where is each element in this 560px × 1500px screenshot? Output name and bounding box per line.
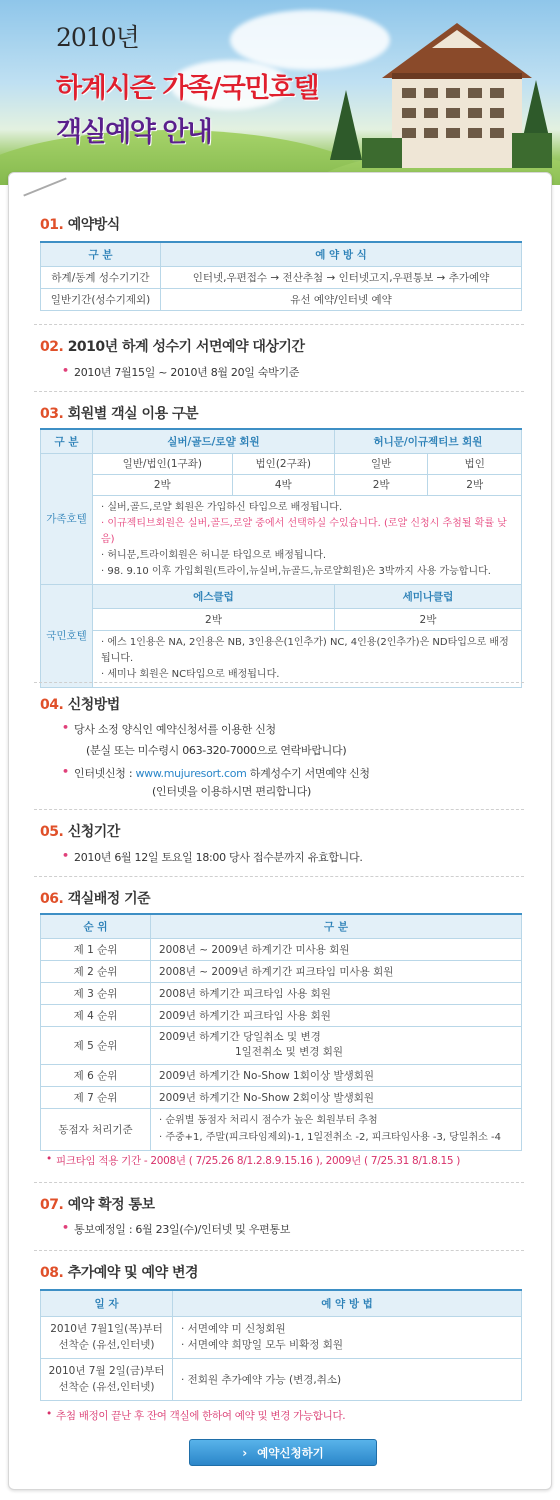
additional-reservation-table — [40, 1289, 522, 1401]
table-row — [41, 1108, 522, 1150]
note-line: · 허니문,트라이회원은 허니문 타입으로 배정됩니다. — [101, 549, 327, 561]
family-hotel-label: 가족호텔 — [41, 453, 93, 584]
table-header: 순 위 — [41, 914, 151, 938]
table-cell: 일반/법인(1구좌) — [93, 453, 233, 474]
note-line: · 세미나 회원은 NC타입으로 배정됩니다. — [101, 668, 280, 680]
cell-line: · 서면예약 희망일 모두 비확정 회원 — [181, 1339, 344, 1351]
national-hotel-label: 국민호텔 — [41, 584, 93, 687]
table-cell: 인터넷,우편접수 → 전산추첨 → 인터넷고지,우편통보 → 추가예약 — [161, 266, 522, 288]
reservation-apply-button[interactable] — [189, 1439, 377, 1466]
table-cell — [151, 1108, 522, 1150]
table-cell: 제 7 순위 — [41, 1086, 151, 1108]
table-cell — [151, 1026, 522, 1064]
peak-time-period-note: • 피크타임 적용 기간 - 2008년 ( 7/25.26 8/1.2.8.9.15.16 ), 2009년 ( 7/25.31 8/1.8.15 ) — [56, 1153, 460, 1168]
table-row — [41, 1064, 522, 1086]
table-header: 허니문/이규젝티브 회원 — [334, 429, 521, 453]
chevron-right-icon: › — [242, 1445, 248, 1460]
table-header: 예 약 방 법 — [173, 1290, 522, 1316]
note-line: · 이규젝티브회원은 실버,골드,로얄 중에서 선택하실 수있습니다. (로얄 신청시 추첨될 확률 낮음) — [101, 517, 507, 545]
section-number: 06. — [40, 891, 64, 907]
table-row — [41, 982, 522, 1004]
section-title-application-period — [40, 821, 120, 841]
table-cell: 일반기간(성수기제외) — [41, 288, 161, 310]
table-cell: 2008년 하계기간 피크타임 사용 회원 — [151, 982, 522, 1004]
section-label: 추가예약 및 예약 변경 — [67, 1265, 199, 1281]
application-period-text: • 2010년 6월 12일 토요일 18:00 당사 접수분까지 유효합니다. — [74, 849, 363, 865]
section-number: 02. — [40, 339, 64, 355]
family-hotel-notes — [93, 495, 522, 584]
internet-apply-note: (인터넷을 이용하시면 편리합니다) — [152, 785, 311, 798]
table-header: 실버/골드/로얄 회원 — [93, 429, 335, 453]
divider — [34, 1182, 524, 1183]
table-cell: 제 5 순위 — [41, 1026, 151, 1064]
national-hotel-notes — [93, 630, 522, 687]
cell-line: · 주중+1, 주말(피크타임제외)-1, 1일전취소 -2, 피크타임사용 -3, 당일취소 -4 — [159, 1132, 501, 1143]
internet-apply-text — [74, 765, 370, 781]
section-title-additional-reservation — [40, 1262, 198, 1282]
table-header: 에스클럽 — [93, 584, 335, 608]
table-header: 구 분 — [151, 914, 522, 938]
header-banner — [0, 0, 560, 185]
table-header: 구 분 — [41, 242, 161, 266]
note-line: · 에스 1인용은 NA, 2인용은 NB, 3인용은(1인추가) NC, 4인용(2인추가)은 ND타입으로 배정됩니다. — [101, 636, 509, 664]
section-number: 07. — [40, 1197, 64, 1213]
table-cell: 제 1 순위 — [41, 938, 151, 960]
section-label: 예약방식 — [67, 217, 120, 233]
website-link[interactable]: www.mujuresort.com — [135, 767, 247, 780]
table-cell: 2009년 하계기간 피크타임 사용 회원 — [151, 1004, 522, 1026]
table-cell: 2009년 하계기간 No-Show 1회이상 발생회원 — [151, 1064, 522, 1086]
additional-reservation-note: • 추첨 배정이 끝난 후 잔여 객실에 한하여 예약 및 변경 가능합니다. — [56, 1408, 345, 1423]
table-header: 세미나클럽 — [334, 584, 521, 608]
member-room-usage-table — [40, 428, 522, 688]
table-header: 예 약 방 식 — [161, 242, 522, 266]
divider — [34, 809, 524, 810]
note-line: · 실버,골드,로얄 회원은 가입하신 타입으로 배정됩니다. — [101, 501, 343, 513]
table-row — [41, 1086, 522, 1108]
table-cell: 2008년 ~ 2009년 하계기간 미사용 회원 — [151, 938, 522, 960]
section-title-how-to-apply — [40, 694, 120, 714]
section-number: 08. — [40, 1265, 64, 1281]
target-period-text: • 2010년 7월15일 ~ 2010년 8월 20일 숙박기준 — [74, 364, 299, 380]
table-header: 일 자 — [41, 1290, 173, 1316]
table-cell: 하계/동계 성수기기간 — [41, 266, 161, 288]
note-line: · 98. 9.10 이후 가입회원(트라이,뉴실버,뉴골드,뉴로얄회원)은 3박까지 사용 가능합니다. — [101, 565, 491, 577]
table-cell — [41, 1358, 173, 1400]
cell-line: 2010년 7월1일(목)부터 — [50, 1323, 163, 1335]
table-row — [41, 1316, 522, 1358]
internet-apply-label: 인터넷신청 : — [74, 767, 136, 780]
table-cell: 2박 — [93, 608, 335, 630]
table-cell: · 전회원 추가예약 가능 (변경,취소) — [173, 1358, 522, 1400]
table-cell: 제 2 순위 — [41, 960, 151, 982]
section-number: 03. — [40, 406, 64, 422]
divider — [34, 391, 524, 392]
header-title: 하계시즌 가족/국민호텔 — [56, 73, 319, 104]
table-row — [41, 288, 522, 310]
table-row — [41, 1004, 522, 1026]
table-cell — [173, 1316, 522, 1358]
section-label: 회원별 객실 이용 구분 — [67, 406, 199, 422]
section-number: 05. — [40, 824, 64, 840]
cell-line: 선착순 (유선,인터넷) — [58, 1339, 155, 1351]
table-header: 구 분 — [41, 429, 93, 453]
section-title-room-allocation — [40, 888, 150, 908]
table-cell: 4박 — [232, 474, 334, 495]
table-cell: 법인(2구좌) — [232, 453, 334, 474]
cell-line: 2010년 7월 2일(금)부터 — [48, 1365, 165, 1377]
section-title-confirmation-notice — [40, 1194, 155, 1214]
section-label: 2010년 하계 성수기 서면예약 대상기간 — [67, 339, 305, 355]
table-cell: 2박 — [428, 474, 522, 495]
table-cell: 제 3 순위 — [41, 982, 151, 1004]
reservation-method-table — [40, 241, 522, 311]
divider — [34, 1250, 524, 1251]
section-label: 객실배정 기준 — [67, 891, 151, 907]
cell-line: 1일전취소 및 변경 회원 — [235, 1046, 343, 1058]
table-cell — [41, 1316, 173, 1358]
table-cell: 2박 — [334, 474, 427, 495]
section-number: 01. — [40, 217, 64, 233]
section-number: 04. — [40, 697, 64, 713]
table-cell: 2008년 ~ 2009년 하계기간 피크타임 미사용 회원 — [151, 960, 522, 982]
apply-method-note: (분실 또는 미수령시 063-320-7000으로 연락바랍니다) — [86, 744, 347, 757]
table-cell: 동점자 처리기준 — [41, 1108, 151, 1150]
table-row — [41, 1026, 522, 1064]
table-row — [41, 1358, 522, 1400]
reservation-apply-label: 예약신청하기 — [257, 1445, 324, 1460]
apply-method-text: • 당사 소정 양식인 예약신청서를 이용한 신청 — [74, 721, 276, 737]
internet-apply-desc: 하계성수기 서면예약 신청 — [246, 767, 370, 780]
section-label: 신청기간 — [67, 824, 120, 840]
hotel-building-image — [362, 18, 552, 168]
table-cell: 일반 — [334, 453, 427, 474]
table-cell: 2박 — [93, 474, 233, 495]
divider — [34, 876, 524, 877]
header-year: 2010년 — [56, 23, 139, 52]
section-title-member-room-usage — [40, 403, 198, 423]
header-subtitle: 객실예약 안내 — [56, 117, 212, 148]
cell-line: · 순위별 동점자 처리시 점수가 높은 회원부터 추첨 — [159, 1115, 378, 1126]
room-allocation-table — [40, 913, 522, 1151]
table-cell: 제 4 순위 — [41, 1004, 151, 1026]
cell-line: 선착순 (유선,인터넷) — [58, 1381, 155, 1393]
table-cell: 법인 — [428, 453, 522, 474]
cell-line: 2009년 하계기간 당일취소 및 변경 — [159, 1031, 321, 1043]
section-title-target-period — [40, 336, 304, 356]
cell-line: · 서면예약 미 신청회원 — [181, 1323, 286, 1335]
table-row — [41, 938, 522, 960]
divider — [34, 682, 524, 683]
tree-decoration — [330, 90, 362, 160]
section-label: 예약 확정 통보 — [67, 1197, 155, 1213]
table-cell: 유선 예약/인터넷 예약 — [161, 288, 522, 310]
section-label: 신청방법 — [67, 697, 120, 713]
table-cell: 제 6 순위 — [41, 1064, 151, 1086]
table-row — [41, 266, 522, 288]
table-cell: 2박 — [334, 608, 521, 630]
table-row — [41, 960, 522, 982]
divider — [34, 324, 524, 325]
confirmation-date-text: • 통보예정일 : 6월 23일(수)/인터넷 및 우편통보 — [74, 1221, 290, 1237]
table-cell: 2009년 하계기간 No-Show 2회이상 발생회원 — [151, 1086, 522, 1108]
section-title-reservation-method — [40, 214, 120, 234]
